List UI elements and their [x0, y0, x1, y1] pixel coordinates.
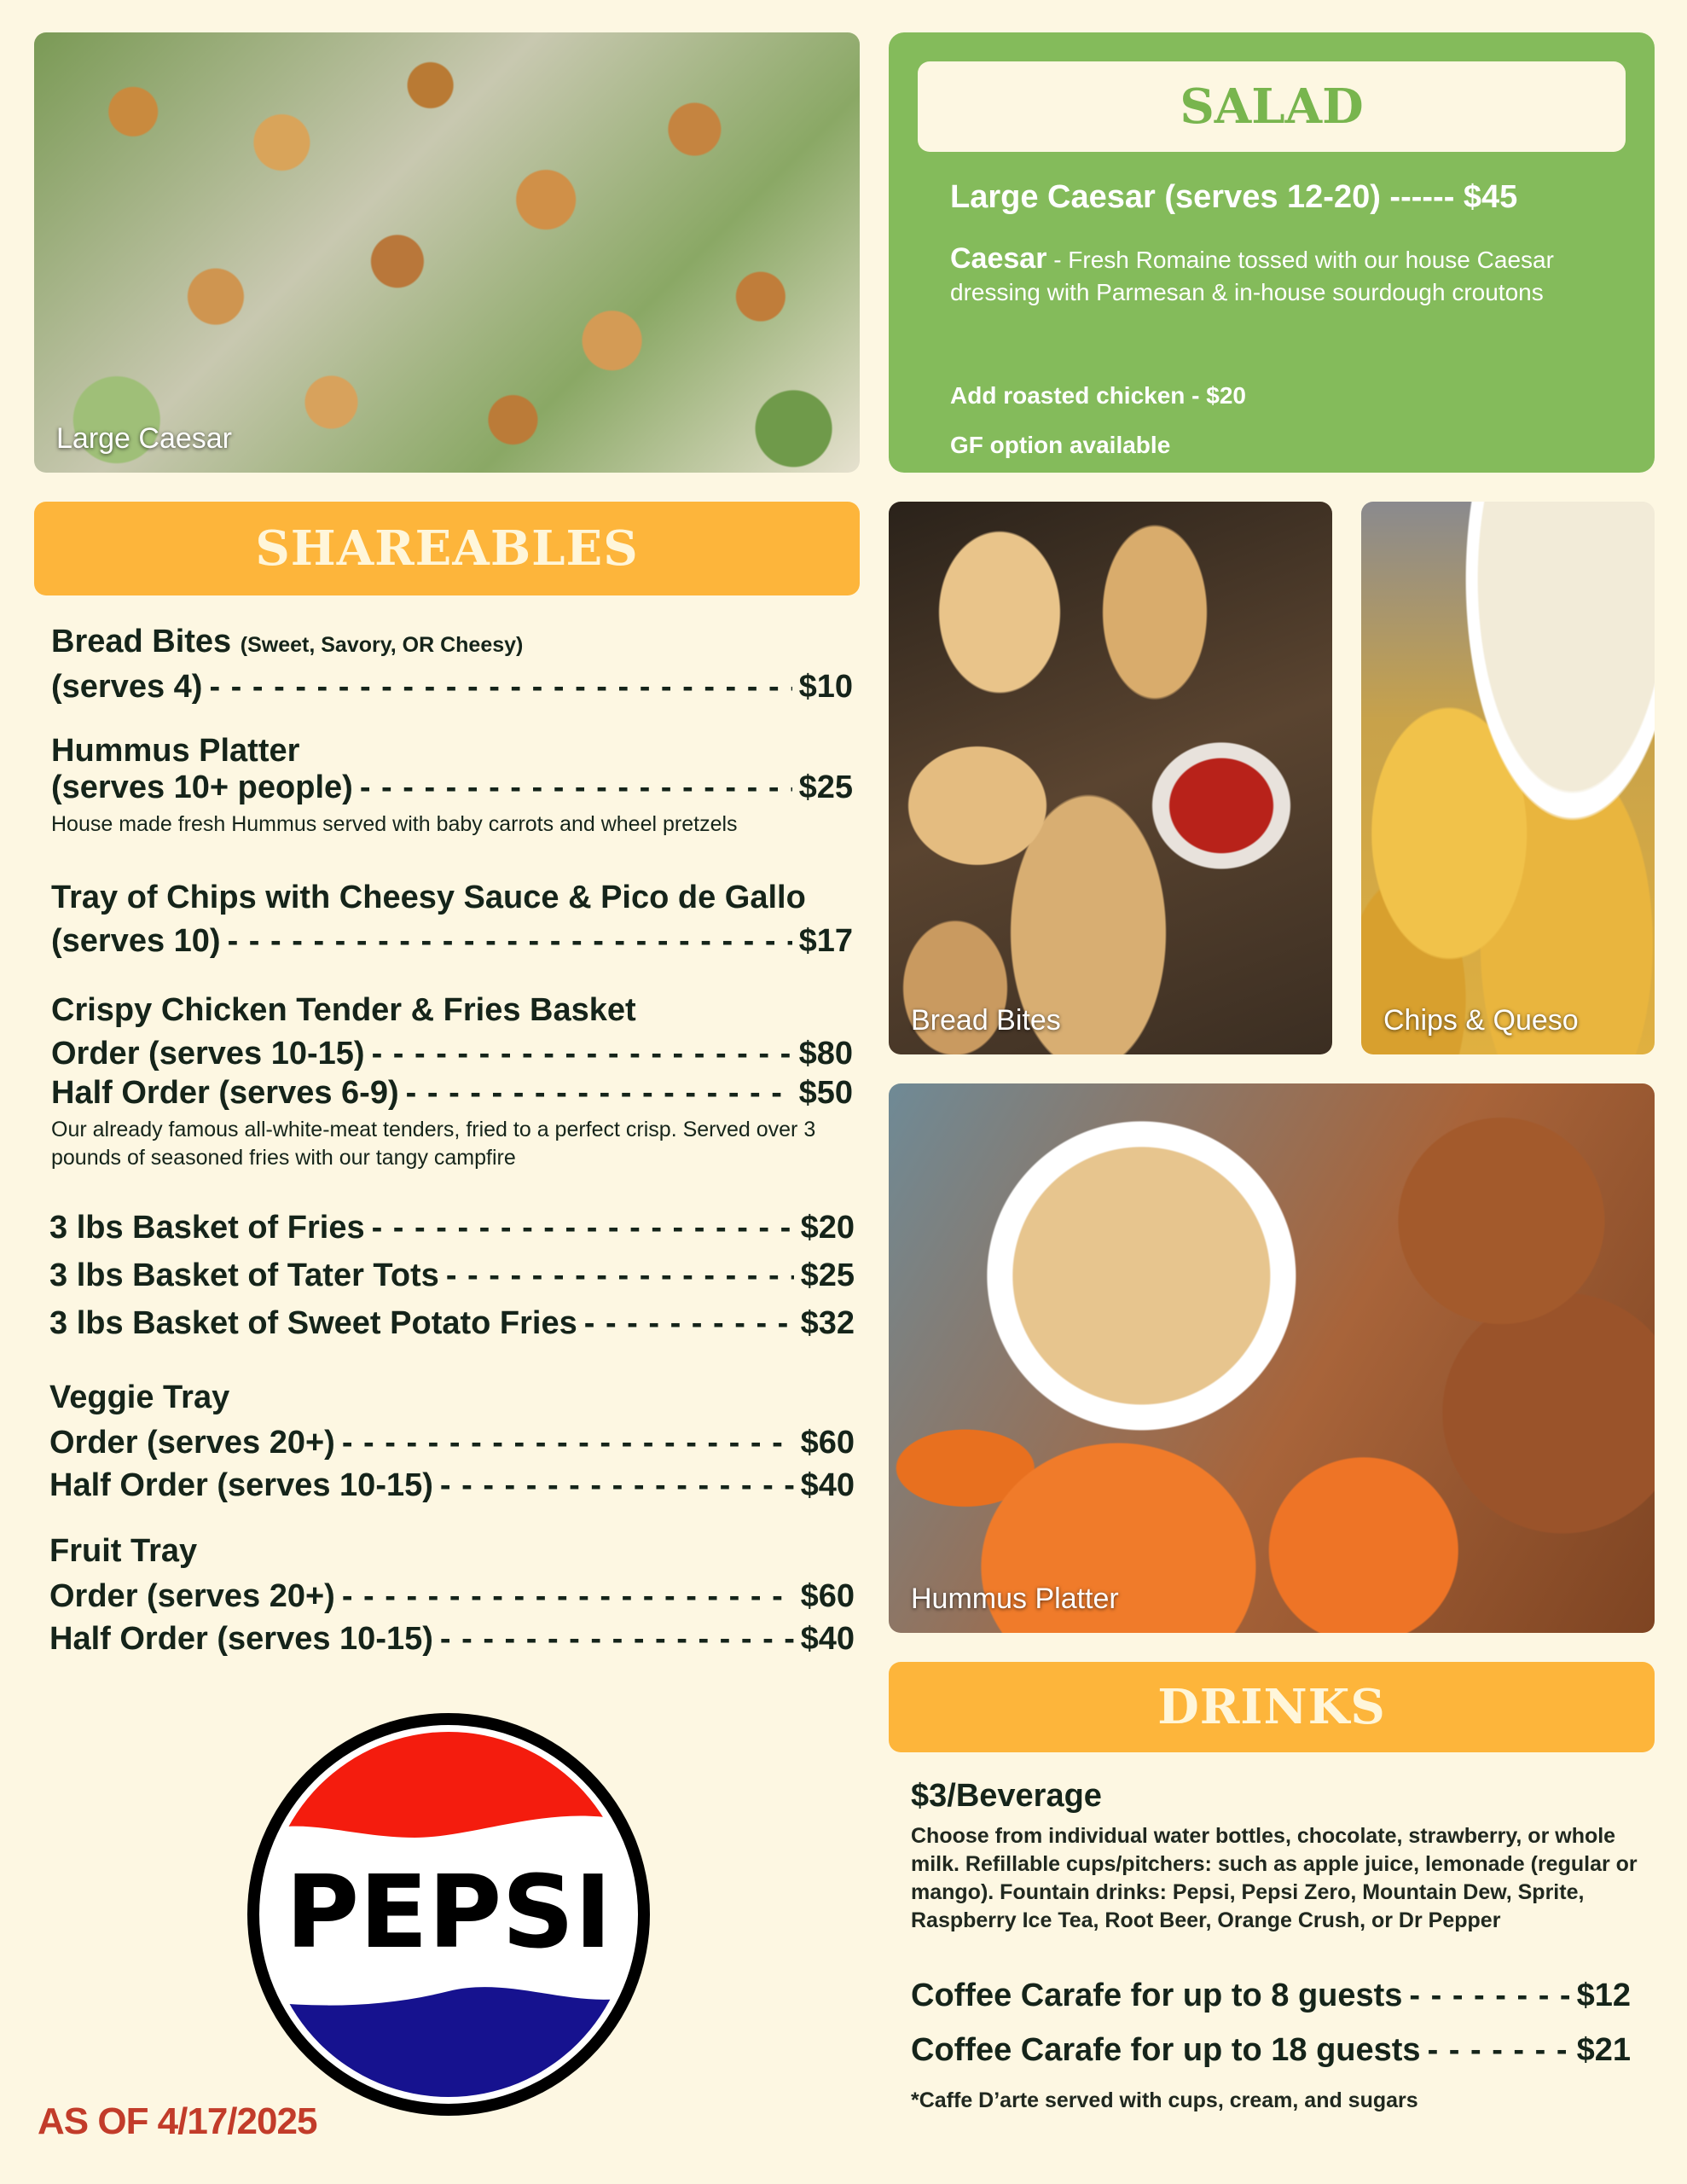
fruit-title: Fruit Tray [49, 1533, 198, 1569]
sweet-fries-name: 3 lbs Basket of Sweet Potato Fries [49, 1305, 577, 1341]
hummus-title: Hummus Platter [51, 733, 300, 769]
veggie-half: Half Order (serves 10-15) [49, 1467, 433, 1503]
drinks-header: DRINKS [889, 1662, 1655, 1752]
dash-leader [1409, 1974, 1569, 2017]
beverage-price: $3/Beverage [911, 1778, 1102, 1814]
coffee-18-row [911, 2029, 1631, 2071]
tots-price: $25 [800, 1258, 855, 1293]
chips-price: $17 [798, 923, 853, 959]
dash-leader [228, 920, 792, 962]
bread-bites-row [51, 665, 853, 708]
pepsi-logo [244, 1710, 653, 2119]
tender-order-price: $80 [798, 1036, 853, 1072]
bread-bites-price: $10 [798, 669, 853, 705]
beverage-description: Choose from individual water bottles, chocolate, strawberry, or whole milk. Refillable cups/pitchers: such as apple juice, lemonade (regular or mango). Fountain drinks: Pepsi, Pepsi Zero, Mountain Dew, Sprite, Raspberry Ice Tea, Root Beer, Orange Crush, or Dr Pepper [911, 1824, 1638, 1932]
dash-leader [440, 1464, 794, 1507]
dash-leader [360, 766, 792, 809]
veggie-title: Veggie Tray [49, 1380, 230, 1415]
fruit-half: Half Order (serves 10-15) [49, 1621, 433, 1657]
tender-order-row [51, 1032, 853, 1075]
bread-bites-title [51, 623, 523, 664]
veggie-order-price: $60 [800, 1425, 855, 1461]
coffee-18-name: Coffee Carafe for up to 18 guests [911, 2032, 1421, 2068]
fries-price: $20 [800, 1210, 855, 1246]
tender-title: Crispy Chicken Tender & Fries Basket [51, 992, 636, 1028]
fruit-half-price: $40 [800, 1621, 855, 1657]
sweet-fries-price: $32 [800, 1305, 855, 1341]
hummus-price: $25 [798, 770, 853, 805]
hummus-description: House made fresh Hummus served with baby carrots and wheel pretzels [51, 812, 738, 836]
caesar-photo [34, 32, 860, 473]
large-caesar-line: Large Caesar (serves 12-20) ------ $45 [950, 179, 1518, 215]
shareables-header: SHAREABLES [34, 502, 860, 595]
fruit-order-row [49, 1575, 855, 1618]
caesar-name: Caesar [950, 242, 1047, 275]
pepsi-globe-icon [244, 1710, 653, 2119]
fruit-order: Order (serves 20+) [49, 1578, 335, 1614]
caesar-caption: Large Caesar [56, 422, 233, 455]
veggie-order: Order (serves 20+) [49, 1425, 335, 1461]
coffee-8-name: Coffee Carafe for up to 8 guests [911, 1978, 1403, 2013]
coffee-8-row [911, 1974, 1631, 2017]
fries-row [49, 1206, 855, 1249]
tender-half-price: $50 [798, 1075, 853, 1111]
add-chicken: Add roasted chicken - $20 [950, 382, 1247, 409]
salad-title: SALAD [918, 61, 1626, 152]
tender-description: Our already famous all-white-meat tenders, fried to a perfect crisp. Served over 3 pounds of seasoned fries with our tangy campfire [51, 1118, 816, 1170]
veggie-order-row [49, 1421, 855, 1464]
bread-bites-name: Bread Bites [51, 624, 232, 659]
chips-queso-photo [1361, 502, 1655, 1054]
dash-leader [406, 1072, 792, 1114]
chips-serves: (serves 10) [51, 923, 221, 959]
coffee-18-price: $21 [1576, 2032, 1631, 2068]
tender-half: Half Order (serves 6-9) [51, 1075, 399, 1111]
tender-order: Order (serves 10-15) [51, 1036, 365, 1072]
dash-leader [372, 1032, 792, 1075]
dash-leader [440, 1618, 794, 1660]
dash-leader [372, 1206, 794, 1249]
coffee-8-price: $12 [1576, 1978, 1631, 2013]
chips-row [51, 920, 853, 962]
chips-queso-caption: Chips & Queso [1383, 1004, 1579, 1037]
bread-bites-note: (Sweet, Savory, OR Cheesy) [240, 633, 524, 657]
chips-title: Tray of Chips with Cheesy Sauce & Pico de Gallo [51, 880, 806, 915]
fruit-order-price: $60 [800, 1578, 855, 1614]
hummus-caption: Hummus Platter [911, 1583, 1119, 1615]
sweet-fries-row [49, 1302, 855, 1345]
veggie-half-row [49, 1464, 855, 1507]
fries-name: 3 lbs Basket of Fries [49, 1210, 365, 1246]
pepsi-wordmark: PEPSI [285, 1853, 612, 1971]
coffee-note: *Caffe D’arte served with cups, cream, and sugars [911, 2088, 1418, 2112]
veggie-half-price: $40 [800, 1467, 855, 1503]
bread-bites-photo [889, 502, 1332, 1054]
caesar-description [950, 242, 1564, 309]
hummus-photo [889, 1083, 1655, 1633]
dash-leader [1428, 2029, 1570, 2071]
fruit-half-row [49, 1618, 855, 1660]
gf-option: GF option available [950, 432, 1171, 458]
dash-leader [446, 1254, 794, 1297]
tots-row [49, 1254, 855, 1297]
dash-leader [209, 665, 791, 708]
hummus-row [51, 766, 853, 809]
dash-leader [584, 1302, 794, 1345]
caesar-desc-text: - Fresh Romaine tossed with our house Caesar dressing with Parmesan & in-house sourdough croutons [950, 247, 1554, 305]
bread-bites-serves: (serves 4) [51, 669, 203, 705]
hummus-serves: (serves 10+ people) [51, 770, 353, 805]
dash-leader [342, 1421, 794, 1464]
tender-half-row [51, 1072, 853, 1114]
salad-panel [889, 32, 1655, 473]
bread-bites-caption: Bread Bites [911, 1004, 1061, 1037]
as-of-date: AS OF 4/17/2025 [38, 2100, 317, 2142]
tots-name: 3 lbs Basket of Tater Tots [49, 1258, 439, 1293]
dash-leader [342, 1575, 794, 1618]
